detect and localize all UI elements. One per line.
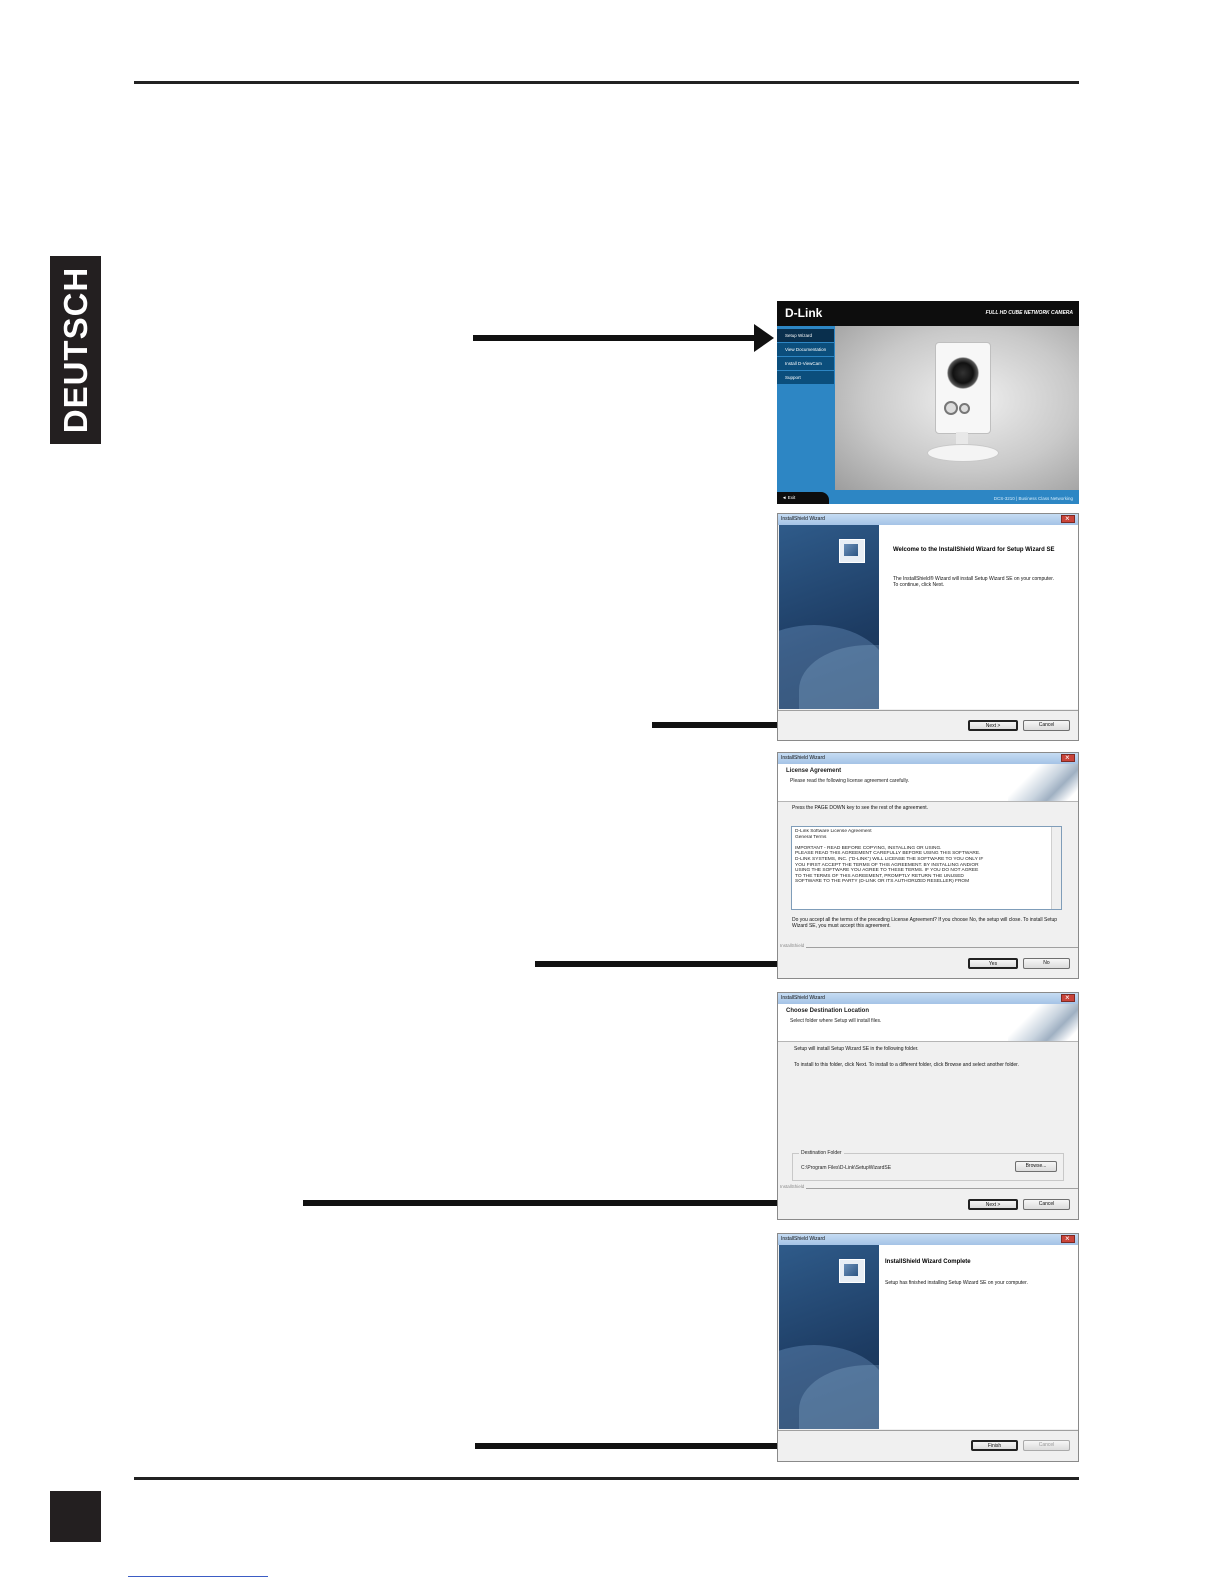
header-decoration (1008, 1004, 1078, 1041)
content-area (879, 525, 1078, 709)
launcher-footer (777, 490, 1079, 504)
launcher-header (777, 301, 1079, 326)
menu-item-install-dviewcam[interactable]: Install D-ViewCam (777, 357, 834, 370)
license-line: USING THE SOFTWARE YOU AGREE TO THESE TERMS. IF YOU DO NOT AGREE (795, 868, 979, 874)
camera-base (927, 444, 999, 462)
bottom-rule (134, 1477, 1079, 1480)
footer-underline (128, 1576, 268, 1577)
title-bar: InstallShield Wizard (778, 514, 1078, 525)
welcome-heading: Welcome to the InstallShield Wizard for Setup Wizard SE (893, 547, 1055, 553)
license-line: TO THE TERMS OF THIS AGREEMENT, PROMPTLY RETURN THE UNUSED (795, 873, 964, 879)
separator (778, 1430, 1078, 1431)
installshield-welcome-dialog (777, 513, 1079, 741)
installshield-brand: InstallShield (780, 943, 805, 948)
installer-icon (839, 539, 865, 563)
camera-image (935, 342, 991, 434)
complete-heading: InstallShield Wizard Complete (885, 1259, 971, 1265)
camera-sensor (959, 403, 970, 414)
camera-stage (835, 326, 1079, 490)
title-bar: InstallShield Wizard (778, 753, 1078, 764)
license-line: PLEASE READ THIS AGREEMENT CAREFULLY BEFORE USING THIS SOFTWARE. (795, 851, 981, 857)
dialog-header (778, 1004, 1078, 1042)
content-area (879, 1245, 1078, 1429)
language-tab (50, 256, 101, 444)
menu-item-view-documentation[interactable]: View Documentation (777, 343, 834, 356)
installshield-brand: InstallShield (780, 1184, 805, 1189)
cancel-button: Cancel (1023, 1440, 1070, 1451)
arrow-to-setup-wizard (473, 335, 756, 341)
license-scrollbar[interactable] (1051, 827, 1061, 909)
license-line: D-Link Software License Agreement (795, 829, 872, 834)
close-icon[interactable] (1061, 754, 1075, 762)
license-line: IMPORTANT - READ BEFORE COPYING, INSTALLING OR USING. (795, 845, 942, 851)
installer-icon (839, 1259, 865, 1283)
license-instruction: Press the PAGE DOWN key to see the rest of the agreement. (792, 805, 929, 811)
cancel-button[interactable]: Cancel (1023, 1199, 1070, 1210)
finish-button[interactable]: Finish (971, 1440, 1018, 1451)
launcher-menu (777, 329, 834, 385)
yes-button[interactable]: Yes (968, 958, 1018, 969)
camera-button (944, 401, 958, 415)
wizard-side-panel (779, 1245, 879, 1429)
license-question: Do you accept all the terms of the preceding License Agreement? If you choose No, the setup will close. To install Setup Wizard SE, you must accept this agreement. (792, 917, 1058, 929)
destination-heading: Choose Destination Location (786, 1008, 870, 1014)
complete-body: Setup has finished installing Setup Wizard SE on your computer. (885, 1280, 1028, 1286)
license-line: YOU FIRST ACCEPT THE TERMS OF THIS AGREEMENT. BY INSTALLING AND/OR (795, 862, 979, 868)
dlink-logo: D-Link (785, 306, 823, 320)
language-tab-label: DEUTSCH (56, 266, 94, 434)
close-icon[interactable] (1061, 994, 1075, 1002)
product-tagline: FULL HD CUBE NETWORK CAMERA (985, 310, 1073, 316)
cancel-button[interactable]: Cancel (1023, 720, 1070, 731)
separator (806, 947, 1078, 948)
title-bar: InstallShield Wizard (778, 1234, 1078, 1245)
menu-item-setup-wizard[interactable]: Setup Wizard (777, 329, 834, 342)
destination-path: C:\Program Files\D-Link\SetupWizardSE (801, 1165, 892, 1171)
dialog-header (778, 764, 1078, 802)
exit-button[interactable]: ◄ Exit (777, 492, 829, 504)
destination-folder-label: Destination Folder (801, 1150, 842, 1156)
destination-subheading: Select folder where Setup will install files. (790, 1018, 882, 1024)
camera-lens (947, 357, 979, 389)
installshield-license-dialog (777, 752, 1079, 979)
wizard-side-panel (779, 525, 879, 709)
separator (778, 710, 1078, 711)
welcome-body: The InstallShield® Wizard will install Setup Wizard SE on your computer. To continue, click Next. (893, 576, 1054, 588)
model-label: DCS-3210 | Business Class Networking (993, 496, 1073, 501)
next-button[interactable]: Next > (968, 720, 1018, 731)
close-icon[interactable] (1061, 515, 1075, 523)
close-icon[interactable] (1061, 1235, 1075, 1243)
installshield-complete-dialog (777, 1233, 1079, 1462)
page-number-box (50, 1491, 101, 1542)
license-text-box[interactable] (791, 826, 1062, 910)
dlink-launcher-screenshot (777, 301, 1079, 504)
separator (806, 1188, 1078, 1189)
menu-item-support[interactable]: Support (777, 371, 834, 384)
next-button[interactable]: Next > (968, 1199, 1018, 1210)
destination-folder-group (792, 1150, 1064, 1181)
license-line: D-LINK SYSTEMS, INC. ("D-LINK") WILL LICENSE THE SOFTWARE TO YOU ONLY IF (795, 856, 984, 862)
header-decoration (1008, 764, 1078, 801)
installshield-destination-dialog (777, 992, 1079, 1220)
no-button[interactable]: No (1023, 958, 1070, 969)
license-line: General Terms (795, 834, 827, 840)
title-bar: InstallShield Wizard (778, 993, 1078, 1004)
destination-line1: Setup will install Setup Wizard SE in the following folder. (794, 1046, 919, 1052)
top-rule (134, 81, 1079, 84)
destination-line2: To install to this folder, click Next. To install to a different folder, click Browse and select another folder. (794, 1062, 1019, 1068)
license-line: SOFTWARE TO THE PARTY (D-LINK OR ITS AUTHORIZED RESELLER) FROM (795, 879, 970, 885)
browse-button[interactable]: Browse... (1015, 1161, 1057, 1172)
license-subheading: Please read the following license agreement carefully. (790, 778, 910, 784)
license-heading: License Agreement (786, 768, 842, 774)
